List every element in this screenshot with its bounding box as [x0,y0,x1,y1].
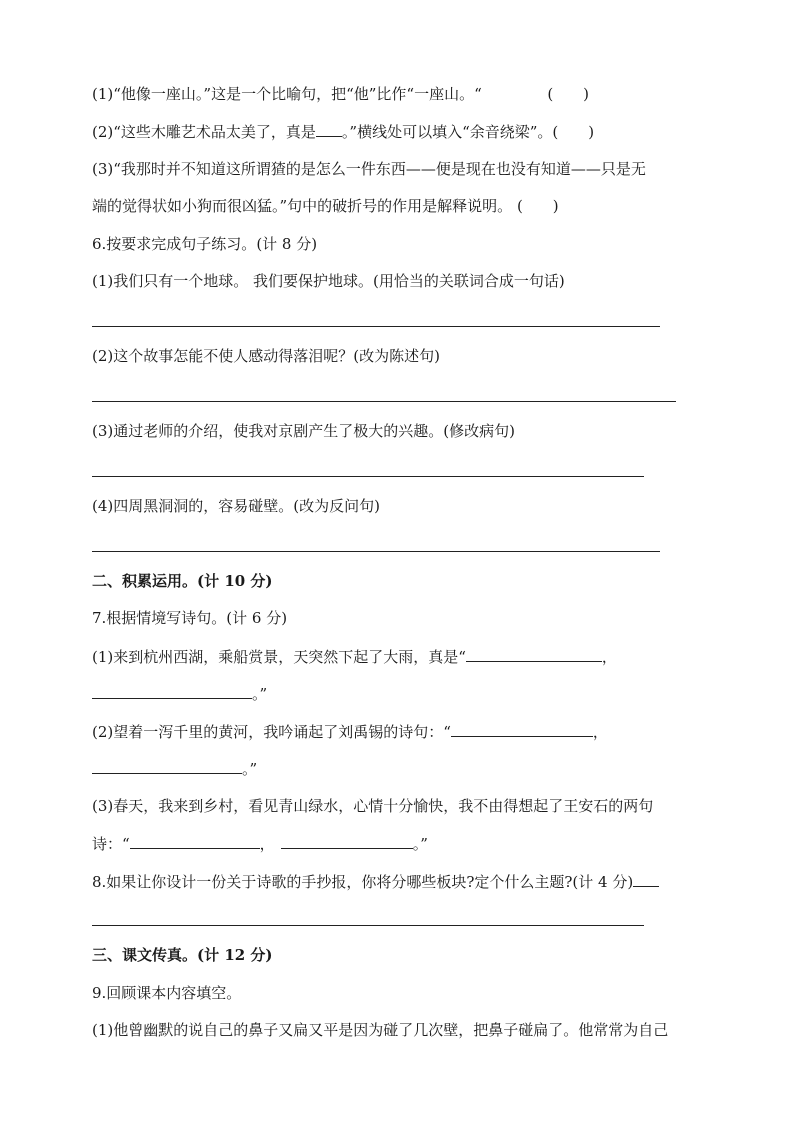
q7-item-3-end: 。” [412,835,428,853]
q9-item-1: (1)他曾幽默的说自己的鼻子又扁又平是因为碰了几次壁，把鼻子碰扁了。他常常为自己 [92,1021,669,1039]
q8-answer-line[interactable] [92,925,644,926]
q5-item-1 [92,84,589,104]
q7-item-1-blank-2[interactable] [92,683,252,699]
q5-item-2 [92,121,594,142]
q8-blank[interactable] [633,871,659,887]
section-3-heading: 三、课文传真。(计 12 分) [92,946,273,964]
q7-item-2-line-1 [92,721,608,742]
q7-item-3-comma: ， [259,835,275,853]
q9-title: 9.回顾课本内容填空。 [92,984,242,1002]
q7-item-1-text: (1)来到杭州西湖，乘船赏景，天突然下起了大雨，真是“ [92,648,466,666]
q5-item-3-line-1: (3)“我那时并不知道这所谓猹的是怎么一件东西——便是现在也没有知道——只是无 [92,160,646,178]
q7-item-3-blank-2[interactable] [281,833,413,849]
q7-item-2-end: 。” [242,760,258,778]
q6-item-3-answer-line[interactable] [92,476,644,477]
q5-item-2-text-pre: (2)“这些木雕艺术品太美了，真是 [92,123,316,141]
q7-item-3-line-2 [92,833,428,854]
q5-item-1-answer-paren[interactable]: ( ) [547,85,590,103]
q7-item-1-line-2 [92,683,267,704]
q7-item-2-blank-2[interactable] [92,758,242,774]
q6-item-2-answer-line[interactable] [92,401,676,402]
q7-item-2-comma: ， [592,723,608,741]
q5-item-2-text-post: 。”横线处可以填入“余音绕梁”。( ) [341,123,595,141]
q7-item-1-blank-1[interactable] [466,646,602,662]
section-2-heading: 二、积累运用。(计 10 分) [92,572,273,590]
q5-item-2-blank [316,121,342,137]
q7-title: 7.根据情境写诗句。(计 6 分) [92,609,288,627]
q7-item-2-text: (2)望着一泻千里的黄河，我吟诵起了刘禹锡的诗句：“ [92,723,451,741]
q7-item-1-comma: ， [601,648,617,666]
q6-item-3: (3)通过老师的介绍，使我对京剧产生了极大的兴趣。(修改病句) [92,422,515,440]
q6-item-4-answer-line[interactable] [92,551,660,552]
q6-item-4: (4)四周黑洞洞的，容易碰壁。(改为反问句) [92,497,380,515]
q7-item-3-blank-1[interactable] [130,833,260,849]
q8-line [92,871,659,892]
q7-item-2-line-2 [92,758,257,779]
q6-item-2: (2)这个故事怎能不使人感动得落泪呢？(改为陈述句) [92,347,440,365]
q6-item-1-answer-line[interactable] [92,326,660,327]
q8-text: 8.如果让你设计一份关于诗歌的手抄报，你将分哪些板块?定个什么主题?(计 4 分) [92,873,634,891]
q7-item-3-text: 诗：“ [92,835,130,853]
q6-title: 6.按要求完成句子练习。(计 8 分) [92,235,318,253]
q7-item-1-line-1 [92,646,617,667]
q6-item-1: (1)我们只有一个地球。 我们要保护地球。(用恰当的关联词合成一句话) [92,272,565,290]
q5-item-3-line-2: 端的觉得状如小狗而很凶猛。”句中的破折号的作用是解释说明。 ( ) [92,197,559,215]
q7-item-2-blank-1[interactable] [451,721,593,737]
q7-item-3-line-1: (3)春天，我来到乡村，看见青山绿水，心情十分愉快，我不由得想起了王安石的两句 [92,797,654,815]
q5-item-1-text: (1)“他像一座山。”这是一个比喻句，把“他”比作“一座山。“ [92,85,482,103]
q7-item-1-end: 。” [252,685,268,703]
